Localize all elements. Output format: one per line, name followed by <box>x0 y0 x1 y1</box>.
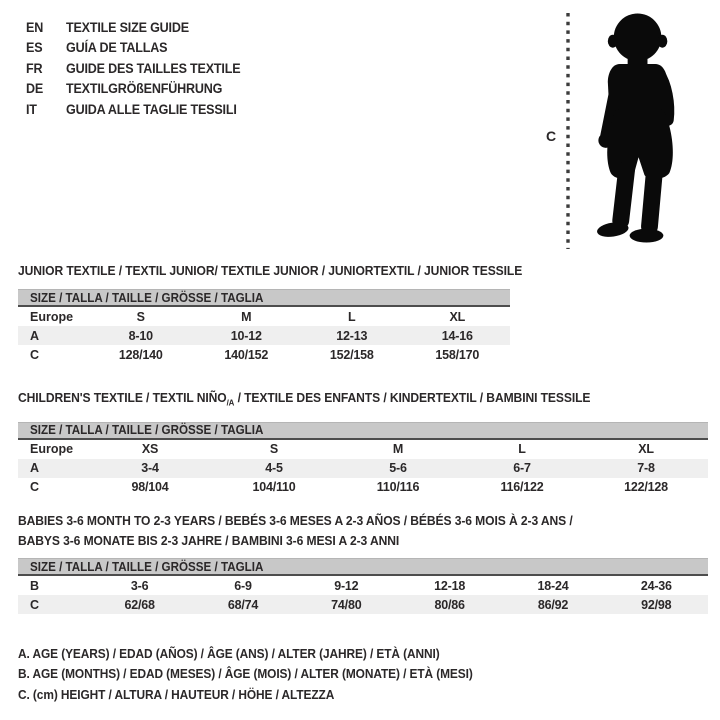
legend-note-a: A. AGE (YEARS) / EDAD (AÑOS) / ÂGE (ANS) / ALTER (JAHRE) / ETÀ (ANNI) <box>18 646 440 661</box>
table-row <box>18 595 708 614</box>
babies-textile-section <box>18 511 708 614</box>
table-cell: 116/122 <box>500 480 544 495</box>
size-table <box>18 307 560 364</box>
junior-textile-section <box>18 261 560 364</box>
section-title-line: CHILDREN'S TEXTILE / TEXTIL $NIÑO_{/A}$ / TEXTILE DES ENFANTS / KINDERTEXTIL / BAMBINI TESSILE <box>18 390 591 408</box>
section-title-line: BABIES 3-6 MONTH TO 2-3 YEARS / BEBÉS 3-6 MESES A 2-3 AÑOS / BÉBÉS 3-6 MOIS À 2-3 ANS / <box>18 513 573 528</box>
legend-notes <box>18 644 473 705</box>
section-title <box>18 511 660 551</box>
language-row <box>26 99 240 120</box>
section-title-line: BABYS 3-6 MONATE BIS 2-3 JAHRE / BAMBINI 3-6 MESI A 2-3 ANNI <box>18 533 400 548</box>
table-cell: 158/170 <box>435 347 480 362</box>
table-cell: XL <box>638 442 654 457</box>
size-header-label: SIZE / TALLA / TAILLE / GRÖSSE / TAGLIA <box>30 290 264 305</box>
table-cell: 12-13 <box>336 328 368 343</box>
row-label: A <box>30 328 40 343</box>
language-code: IT <box>26 101 37 117</box>
height-measure-dashed-line <box>564 11 572 251</box>
size-header-bar <box>18 422 708 440</box>
table-cell: 7-8 <box>637 461 655 476</box>
language-row <box>26 79 240 100</box>
table-cell: 98/104 <box>131 480 169 495</box>
size-header-label: SIZE / TALLA / TAILLE / GRÖSSE / TAGLIA <box>30 559 264 574</box>
size-table <box>18 440 708 497</box>
table-cell: XL <box>449 309 466 324</box>
table-cell: 68/74 <box>227 597 259 612</box>
table-cell: 4-5 <box>265 461 283 476</box>
table-cell: 110/116 <box>376 480 420 495</box>
size-header-bar <box>18 558 708 576</box>
row-label: C <box>30 597 40 612</box>
children-textile-section <box>18 388 708 497</box>
table-cell: XS <box>141 442 159 457</box>
size-header-label: SIZE / TALLA / TAILLE / GRÖSSE / TAGLIA <box>30 423 264 438</box>
table-cell: M <box>241 309 252 324</box>
row-label: B <box>30 578 40 593</box>
table-cell: 8-10 <box>128 328 153 343</box>
language-title: GUIDA ALLE TAGLIE TESSILI <box>65 101 237 117</box>
table-cell: 24-36 <box>640 578 672 593</box>
table-row <box>18 345 510 364</box>
table-cell: S <box>269 442 279 457</box>
table-cell: 9-12 <box>334 578 359 593</box>
table-cell: M <box>392 442 404 457</box>
language-title: TEXTILE SIZE GUIDE <box>65 19 189 35</box>
language-title: GUÍA DE TALLAS <box>65 40 168 56</box>
table-cell: 140/152 <box>224 347 269 362</box>
legend-note-b: B. AGE (MONTHS) / EDAD (MESES) / ÂGE (MOIS) / ALTER (MONATE) / ETÀ (MESI) <box>18 666 473 682</box>
section-title-line: JUNIOR TEXTILE / TEXTIL JUNIOR/ TEXTILE JUNIOR / JUNIORTEXTIL / JUNIOR TESSILE <box>18 263 523 278</box>
language-row <box>26 17 240 38</box>
table-row <box>18 326 510 345</box>
height-measure-label: C <box>546 128 557 144</box>
row-label: Europe <box>30 442 74 457</box>
language-code: DE <box>26 81 44 97</box>
table-cell: 3-6 <box>130 578 149 593</box>
size-header-bar <box>18 289 510 307</box>
table-cell: 6-9 <box>234 578 252 593</box>
toddler-silhouette-icon <box>586 9 705 250</box>
language-code: FR <box>26 60 43 76</box>
table-cell: L <box>348 309 356 324</box>
section-title <box>18 388 660 413</box>
language-row <box>26 38 240 59</box>
row-label: C <box>30 480 40 495</box>
table-cell: 3-4 <box>141 461 159 476</box>
table-cell: L <box>518 442 526 457</box>
table-cell: 5-6 <box>389 461 407 476</box>
table-cell: 14-16 <box>441 328 473 343</box>
table-cell: 12-18 <box>434 578 466 593</box>
table-cell: 62/68 <box>124 597 155 612</box>
table-row <box>18 478 708 497</box>
row-label: Europe <box>30 309 74 324</box>
table-cell: 152/158 <box>329 347 374 362</box>
table-row <box>18 440 708 459</box>
table-row <box>18 307 510 326</box>
table-cell: 18-24 <box>537 578 569 593</box>
table-cell: 104/110 <box>252 480 296 495</box>
table-row <box>18 459 708 478</box>
language-title-list <box>26 17 240 120</box>
language-row <box>26 58 240 79</box>
language-title: GUIDE DES TAILLES TEXTILE <box>65 60 241 76</box>
row-label: C <box>30 347 40 362</box>
table-row <box>18 576 708 595</box>
table-cell: 92/98 <box>641 597 672 612</box>
table-cell: 80/86 <box>434 597 465 612</box>
row-label: A <box>30 461 40 476</box>
table-cell: 10-12 <box>230 328 262 343</box>
table-cell: 6-7 <box>513 461 531 476</box>
section-title <box>18 261 522 281</box>
table-cell: 128/140 <box>118 347 163 362</box>
table-cell: 86/92 <box>537 597 569 612</box>
table-cell: 122/128 <box>624 480 668 495</box>
language-code: ES <box>26 40 43 56</box>
legend-note-c: C. (cm) HEIGHT / ALTURA / HAUTEUR / HÖHE / ALTEZZA <box>18 686 335 702</box>
size-table <box>18 576 708 614</box>
table-cell: S <box>136 309 145 324</box>
language-code: EN <box>26 19 44 35</box>
table-cell: 74/80 <box>331 597 362 612</box>
language-title: TEXTILGRÖßENFÜHRUNG <box>65 81 223 97</box>
